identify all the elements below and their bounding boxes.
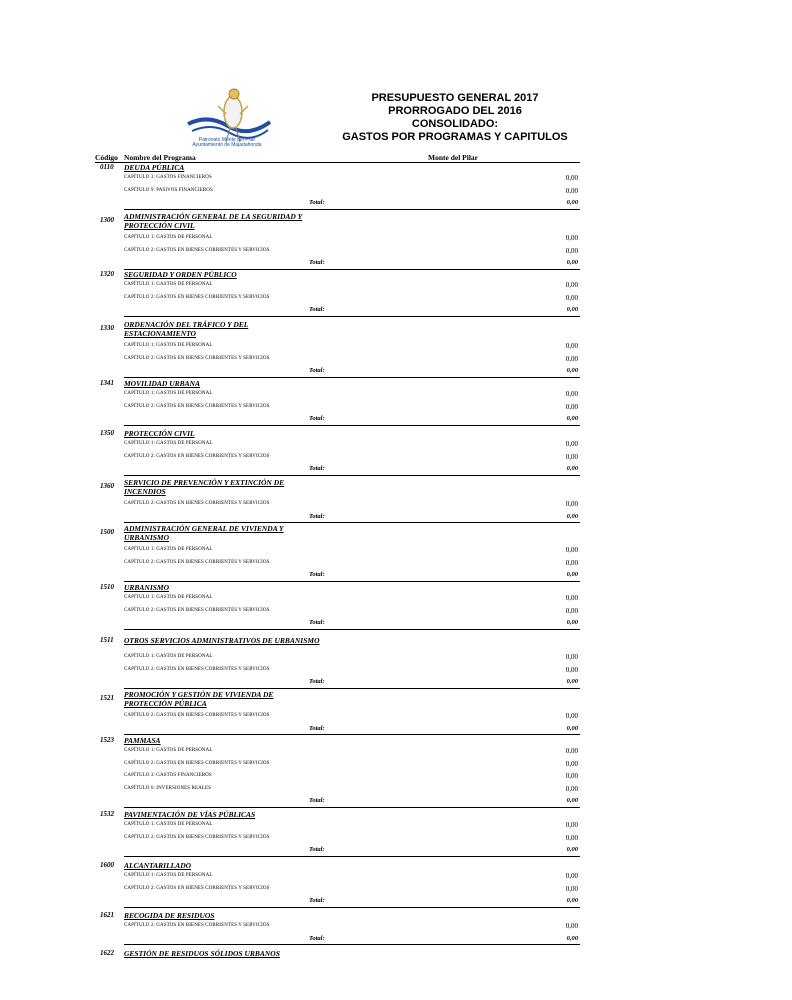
- total-amount: 0,00: [566, 199, 578, 206]
- total-amount: 0,00: [566, 415, 578, 422]
- program-code: 0110: [100, 163, 114, 171]
- logo-caption-line-2: Ayuntamiento de Majadahonda: [192, 142, 262, 148]
- total-label: Total:: [309, 797, 325, 804]
- chapter-amount: 0,00: [565, 922, 578, 930]
- total-amount: 0,00: [566, 678, 578, 685]
- total-label: Total:: [309, 571, 325, 578]
- section-divider: [124, 688, 580, 689]
- program-name-line: ADMINISTRACIÓN GENERAL DE VIVIENDA Y: [124, 524, 284, 533]
- total-label: Total:: [309, 934, 325, 942]
- program-code: 1523: [100, 736, 114, 744]
- section-divider: [124, 377, 580, 378]
- total-label: Total:: [309, 846, 325, 853]
- section-divider: [124, 807, 580, 808]
- program-name: [124, 949, 324, 958]
- program-code: 1350: [100, 429, 114, 437]
- section-divider: [124, 734, 580, 735]
- program-name: [124, 320, 324, 338]
- chapter-amount: 0,00: [565, 281, 578, 289]
- chapter-label: CAPÍTULO 2: GASTOS EN BIENES CORRIENTES Y SERVICIOS: [124, 247, 270, 253]
- chapter-label: CAPÍTULO 1: GASTOS DE PERSONAL: [124, 343, 213, 348]
- chapter-amount: 0,00: [565, 402, 578, 411]
- program-name: [124, 810, 324, 819]
- program-name-line: PROTECCIÓN CIVIL: [124, 221, 195, 230]
- program-name-line: MOVILIDAD URBANA: [124, 379, 201, 388]
- total-label: Total:: [309, 259, 325, 266]
- chapter-label: CAPÍTULO 2: GASTOS EN BIENES CORRIENTES Y SERVICIOS: [124, 760, 270, 766]
- total-amount: 0,00: [566, 619, 578, 626]
- chapter-amount: 0,00: [565, 833, 578, 842]
- total-label: Total:: [309, 897, 325, 904]
- chapter-amount: 0,00: [565, 653, 578, 661]
- program-code: 1360: [100, 482, 114, 490]
- chapter-label: CAPÍTULO 1: GASTOS DE PERSONAL: [124, 822, 213, 827]
- chapter-label: CAPÍTULO 2: GASTOS EN BIENES CORRIENTES Y SERVICIOS: [124, 294, 270, 300]
- title-line-1: PRESUPUESTO GENERAL 2017: [371, 92, 539, 104]
- total-amount: 0,00: [566, 897, 578, 904]
- program-name-line: PROTECCIÓN CIVIL: [124, 429, 195, 438]
- chapter-label: CAPÍTULO 1: GASTOS DE PERSONAL: [124, 873, 213, 878]
- section-divider: [124, 581, 580, 582]
- program-name: [124, 911, 324, 920]
- chapter-amount: 0,00: [565, 872, 578, 880]
- chapter-label: CAPÍTULO 1: GASTOS DE PERSONAL: [124, 748, 213, 753]
- chapter-amount: 0,00: [565, 747, 578, 755]
- program-code: 1500: [100, 528, 114, 536]
- section-divider: [124, 907, 580, 908]
- program-name-line: PROTECCIÓN PÚBLICA: [124, 699, 207, 708]
- total-amount: 0,00: [566, 306, 578, 313]
- total-amount: 0,00: [566, 465, 578, 472]
- chapter-amount: 0,00: [565, 784, 578, 793]
- column-name-label: Nombre del Programa: [124, 153, 196, 162]
- program-name-line: RECOGIDA DE RESIDUOS: [124, 911, 215, 920]
- chapter-label: CAPÍTULO 1: GASTOS DE PERSONAL: [124, 282, 213, 287]
- chapter-amount: 0,00: [565, 558, 578, 567]
- total-label: Total:: [309, 465, 325, 472]
- section-divider: [124, 522, 580, 523]
- program-name-line: SERVICIO DE PREVENCIÓN Y EXTINCIÓN DE: [124, 478, 285, 487]
- chapter-amount: 0,00: [565, 293, 578, 302]
- total-amount: 0,00: [566, 367, 578, 374]
- chapter-label: CAPÍTULO 2: GASTOS EN BIENES CORRIENTES Y SERVICIOS: [124, 453, 270, 459]
- program-code: 1341: [100, 379, 114, 387]
- program-name: [124, 163, 324, 172]
- program-name-line: ORDENACIÓN DEL TRÁFICO Y DEL: [124, 320, 249, 329]
- program-code: 1532: [100, 810, 114, 818]
- total-amount: 0,00: [566, 259, 578, 266]
- chapter-amount: 0,00: [565, 186, 578, 195]
- chapter-amount: 0,00: [565, 440, 578, 448]
- program-name-line: INCENDIOS: [124, 487, 166, 496]
- chapter-label: CAPÍTULO 9: PASIVOS FINANCIEROS: [124, 187, 213, 193]
- chapter-label: CAPÍTULO 6: INVERSIONES REALES: [124, 785, 212, 791]
- program-name-line: ADMINISTRACIÓN GENERAL DE LA SEGURIDAD Y: [124, 212, 303, 221]
- total-label: Total:: [309, 306, 325, 313]
- program-code: 1511: [100, 636, 114, 644]
- total-amount: 0,00: [566, 724, 578, 732]
- total-label: Total:: [309, 415, 325, 422]
- chapter-amount: 0,00: [565, 821, 578, 829]
- chapter-label: CAPÍTULO 1: GASTOS DE PERSONAL: [124, 595, 213, 600]
- total-label: Total:: [309, 512, 325, 520]
- program-code: 1521: [100, 694, 114, 702]
- chapter-amount: 0,00: [565, 342, 578, 350]
- chapter-label: CAPÍTULO 1: GASTOS DE PERSONAL: [124, 235, 213, 240]
- program-name-line: ESTACIONAMIENTO: [124, 329, 196, 338]
- chapter-amount: 0,00: [565, 546, 578, 554]
- title-line-2: PRORROGADO DEL 2016: [388, 105, 522, 117]
- total-amount: 0,00: [566, 512, 578, 520]
- chapter-label: CAPÍTULO 3: GASTOS FINANCIEROS: [124, 175, 212, 180]
- program-name-line: ALCANTARILLADO: [124, 861, 192, 870]
- program-name-line: DEUDA PÚBLICA: [124, 163, 185, 172]
- chapter-amount: 0,00: [565, 174, 578, 182]
- program-name-line: GESTIÓN DE RESIDUOS SÓLIDOS URBANOS: [124, 949, 280, 958]
- program-name: [124, 379, 324, 388]
- chapter-label: CAPÍTULO 2: GASTOS EN BIENES CORRIENTES Y SERVICIOS: [124, 403, 270, 409]
- chapter-amount: 0,00: [565, 500, 578, 508]
- chapter-label: CAPÍTULO 2: GASTOS EN BIENES CORRIENTES Y SERVICIOS: [124, 713, 270, 718]
- section-divider: [124, 425, 580, 426]
- program-code: 1320: [100, 270, 114, 278]
- chapter-amount: 0,00: [565, 246, 578, 255]
- program-name: [124, 212, 324, 230]
- chapter-label: CAPÍTULO 2: GASTOS EN BIENES CORRIENTES Y SERVICIOS: [124, 501, 270, 506]
- title-line-3: CONSOLIDADO:: [411, 118, 499, 130]
- program-name-line: URBANISMO: [124, 533, 170, 542]
- chapter-amount: 0,00: [565, 234, 578, 242]
- chapter-amount: 0,00: [565, 354, 578, 363]
- chapter-amount: 0,00: [565, 665, 578, 674]
- total-label: Total:: [309, 724, 325, 732]
- chapter-amount: 0,00: [565, 772, 578, 780]
- chapter-label: CAPÍTULO 2: GASTOS EN BIENES CORRIENTES Y SERVICIOS: [124, 834, 270, 840]
- program-name: [124, 736, 324, 745]
- total-amount: 0,00: [566, 934, 578, 942]
- program-name: [124, 636, 324, 645]
- program-code: 1622: [100, 949, 114, 957]
- total-amount: 0,00: [566, 797, 578, 804]
- chapter-label: CAPÍTULO 1: GASTOS DE PERSONAL: [124, 547, 213, 552]
- chapter-label: CAPÍTULO 2: GASTOS EN BIENES CORRIENTES Y SERVICIOS: [124, 923, 270, 928]
- chapter-amount: 0,00: [565, 759, 578, 768]
- program-name-line: PROMOCIÓN Y GESTIÓN DE VIVIENDA DE: [124, 690, 274, 699]
- section-divider: [124, 944, 580, 945]
- chapter-label: CAPÍTULO 2: GASTOS EN BIENES CORRIENTES Y SERVICIOS: [124, 355, 270, 361]
- program-name: [124, 690, 324, 708]
- program-name: [124, 524, 324, 542]
- program-code: 1330: [100, 324, 114, 332]
- program-name-line: URBANISMO: [124, 583, 170, 592]
- program-name: [124, 583, 324, 592]
- section-divider: [124, 475, 580, 476]
- chapter-amount: 0,00: [565, 594, 578, 602]
- total-label: Total:: [309, 619, 325, 626]
- chapter-label: CAPÍTULO 1: GASTOS DE PERSONAL: [124, 391, 213, 396]
- program-name: [124, 478, 324, 496]
- chapter-label: CAPÍTULO 2: GASTOS EN BIENES CORRIENTES Y SERVICIOS: [124, 559, 270, 565]
- logo-caption-line-1: Patronato Monte del Pilar: [198, 137, 256, 143]
- program-code: 1300: [100, 216, 114, 224]
- chapter-amount: 0,00: [565, 390, 578, 398]
- chapter-label: CAPÍTULO 1: GASTOS DE PERSONAL: [124, 654, 213, 659]
- program-code: 1510: [100, 583, 114, 591]
- section-divider: [124, 316, 580, 317]
- program-name-line: PAVIMENTACIÓN DE VÍAS PÚBLICAS: [124, 810, 256, 819]
- chapter-label: CAPÍTULO 2: GASTOS EN BIENES CORRIENTES Y SERVICIOS: [124, 607, 270, 613]
- chapter-amount: 0,00: [565, 884, 578, 893]
- total-label: Total:: [309, 367, 325, 374]
- total-amount: 0,00: [566, 571, 578, 578]
- chapter-label: CAPÍTULO 2: GASTOS EN BIENES CORRIENTES Y SERVICIOS: [124, 885, 270, 891]
- chapter-amount: 0,00: [565, 712, 578, 720]
- chapter-amount: 0,00: [565, 606, 578, 615]
- program-name: [124, 429, 324, 438]
- program-code: 1621: [100, 911, 114, 919]
- chapter-label: CAPÍTULO 3: GASTOS FINANCIEROS: [124, 773, 212, 778]
- program-name-line: OTROS SERVICIOS ADMINISTRATIVOS DE URBANISMO: [124, 636, 320, 645]
- column-entity-label: Monte del Pilar: [428, 153, 478, 162]
- section-divider: [124, 629, 580, 630]
- section-divider: [124, 209, 580, 210]
- chapter-amount: 0,00: [565, 452, 578, 461]
- chapter-label: CAPÍTULO 2: GASTOS EN BIENES CORRIENTES Y SERVICIOS: [124, 666, 270, 672]
- chapter-label: CAPÍTULO 1: GASTOS DE PERSONAL: [124, 441, 213, 446]
- total-label: Total:: [309, 199, 325, 206]
- title-line-4: GASTOS POR PROGRAMAS Y CAPITULOS: [342, 131, 568, 143]
- program-code: 1600: [100, 861, 114, 869]
- section-divider: [124, 856, 580, 857]
- program-name: [124, 861, 324, 870]
- program-name: [124, 270, 324, 279]
- program-name-line: PAMMASA: [124, 736, 161, 745]
- total-amount: 0,00: [566, 846, 578, 853]
- total-label: Total:: [309, 678, 325, 685]
- program-name-line: SEGURIDAD Y ORDEN PÚBLICO: [124, 270, 237, 279]
- column-code-label: Código: [95, 153, 118, 162]
